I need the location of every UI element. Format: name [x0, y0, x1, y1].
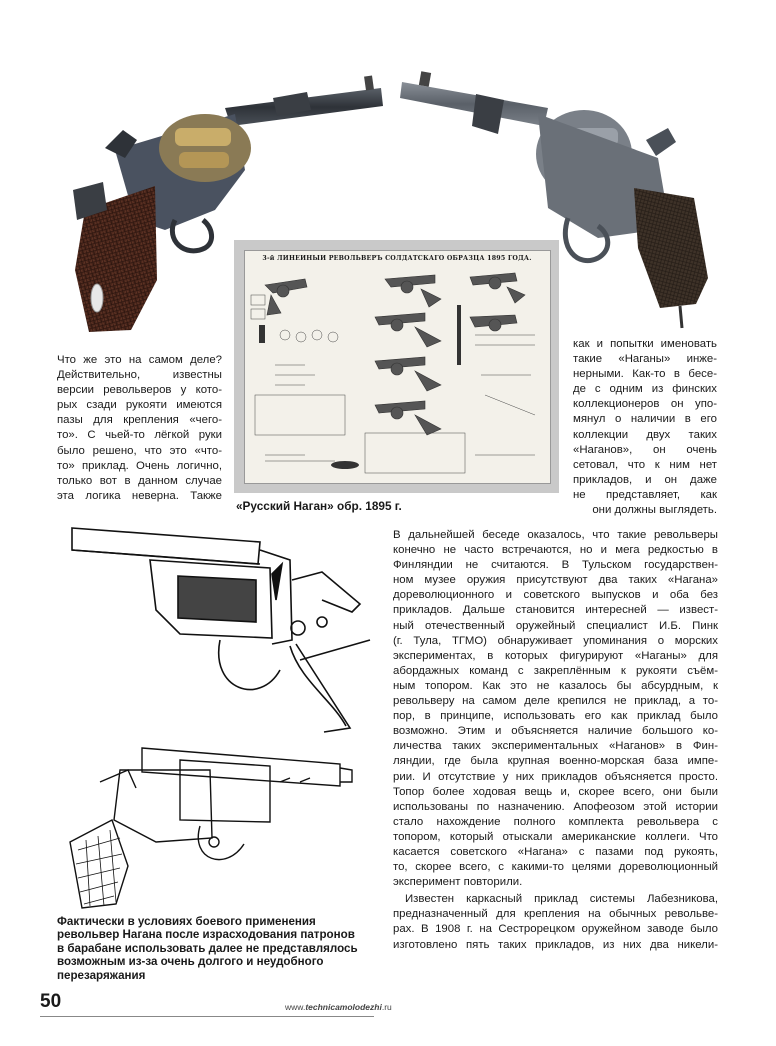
main-text-line: ном музее оружия присутствуют два таких «Нагана»: [393, 574, 718, 587]
main-text-line: ным топором. Как это не казалось бы абсурдным, к: [393, 679, 718, 692]
footer-rule: [40, 1016, 374, 1017]
footer-url-brand: technicamolodezhi: [305, 1002, 382, 1012]
poster-caption: «Русский Наган» обр. 1895 г.: [236, 499, 402, 513]
main-text-line: возможно. Этим и объясняется наличие большого ко-: [393, 725, 718, 738]
footer-url-prefix: www.: [285, 1002, 306, 1012]
right-column-line: коллекции двух таких: [573, 428, 717, 441]
main-text-line: стало нахождение полного комплекта револьвера с: [393, 815, 718, 828]
poster-sheet: [244, 250, 551, 484]
left-column-line: эта логика неверна. Также: [57, 489, 222, 502]
main-text-line: то, скорее всего, с какими-то целями дореволюционный: [393, 861, 718, 874]
drawing-caption: [57, 915, 377, 982]
footer-url-suffix: .ru: [381, 1002, 392, 1012]
main-text-line: экспериментах, в которых фигурируют «Наганы» для: [393, 649, 718, 662]
left-column-line: только вот в данном случае: [57, 474, 222, 487]
revolver-cutaway-drawing: [60, 520, 385, 915]
left-column-line: то» приклад. Очень логично,: [57, 459, 222, 472]
second-para-line: Известен каркасный приклад системы Лабезникова,: [405, 893, 718, 906]
main-text-line: ляндии, где была крупная военно-морская база импе-: [393, 755, 718, 768]
left-column-line: то». С чьей-то лёгкой руки: [57, 429, 222, 442]
main-text-line: прикладов. Дальше становится интересней — извест-: [393, 604, 718, 617]
main-text-line: револьверу на самом деле крепился не приклад, а то-: [393, 695, 718, 708]
second-para-line: предназначенный для крепления на обычных револьве-: [393, 908, 718, 921]
main-text-line: пор, в принципе, использовать его как приклад было: [393, 710, 718, 723]
right-column-line: коллекционеров он упо-: [573, 398, 717, 411]
main-text-line: ный отечественный оружейный специалист И.Б. Пинк: [393, 619, 718, 632]
second-para-line: рах. В 1908 г. на Сестрорецком оружейном заводе было: [393, 923, 718, 936]
left-column-line: рых сзади рукояти имеются: [57, 399, 222, 412]
left-column-line: Действительно, известны: [57, 369, 222, 382]
main-text-line: Топор более ходовая вещь и, скорее всего, они были: [393, 785, 718, 798]
drawing-caption-line: в барабане использовать далее не представлялось: [57, 941, 358, 955]
main-text-line: абордажных команд с закреплённым к рукояти съём-: [393, 664, 718, 677]
main-text-line: личества таких экспериментальных «Наганов» в Фин-: [393, 740, 718, 753]
drawing-caption-line: Фактически в условиях боевого применения: [57, 915, 316, 928]
main-text-line: (г. Тула, ТГМО) обнаруживает упоминания о морских: [393, 634, 718, 647]
main-text-line: касается советского «Нагана» с пазами под рукоять,: [393, 845, 718, 858]
main-text-line: Финляндии не считаются. В Тульском государствен-: [393, 559, 718, 572]
poster-diagrams: [245, 265, 550, 485]
main-text-line: дореволюционного и советского выпусков и оба без: [393, 589, 718, 602]
page-number: 50: [40, 991, 62, 1012]
footer-url: [285, 1002, 392, 1012]
right-column-line: как и попытки именовать: [573, 338, 717, 350]
drawing-caption-line: револьвер Нагана после израсходования патронов: [57, 928, 355, 942]
second-para-line: изготовлено пять таких прикладов, из них два никели-: [393, 938, 718, 951]
left-column-line: версии револьверов у кото-: [57, 384, 222, 397]
main-article-text: [393, 528, 718, 953]
poster-image: [234, 240, 559, 493]
right-column-line: де с одним из финских: [573, 383, 717, 396]
right-column-line: мянул о наличии в его: [573, 413, 717, 426]
drawing-caption-line: возможным из-за очень долгого и неудобного: [57, 955, 324, 969]
right-column-line: нерными. Как-то в бесе-: [573, 368, 717, 381]
right-column-line: такие «Наганы» инже-: [573, 353, 717, 366]
main-text-line: топором, который отыскали американские коллеги. Что: [393, 830, 718, 843]
left-column-line: пазы для крепления «чего-: [57, 414, 222, 427]
right-column-line: «Наганов», он очень: [573, 443, 717, 456]
right-column-text: [573, 337, 717, 518]
left-column-line: Что же это на самом деле?: [57, 354, 222, 366]
right-column-line: сетовал, что к ним нет: [573, 458, 717, 471]
drawing-caption-line: перезаряжания: [57, 968, 146, 982]
left-column-text: [57, 353, 222, 504]
poster-title: 3-й ЛИНЕЙНЫЙ РЕВОЛЬВЕРЪ СОЛДАТСКАГО ОБРАЗЦА 1895 ГОДА.: [262, 255, 532, 262]
main-text-line: конечно не часто встречаются, но и мега редкостью в: [393, 544, 718, 557]
main-text-line: В дальнейшей беседе оказалось, что такие револьверы: [393, 529, 718, 541]
main-text-line: рии. И отсутствие у них прикладов объясняется просто.: [393, 770, 718, 783]
main-text-line: использованы по назначению. Апофеозом этой истории: [393, 800, 718, 813]
right-column-line: прикладов, и он даже: [573, 473, 717, 486]
right-column-line: они должны выглядеть.: [592, 504, 717, 517]
technical-drawing: [60, 520, 385, 915]
right-column-line: не представляет, как: [573, 488, 717, 501]
left-column-line: было решено, что это «что-: [57, 444, 222, 457]
main-text-line: эксперимент повторили.: [393, 876, 523, 889]
